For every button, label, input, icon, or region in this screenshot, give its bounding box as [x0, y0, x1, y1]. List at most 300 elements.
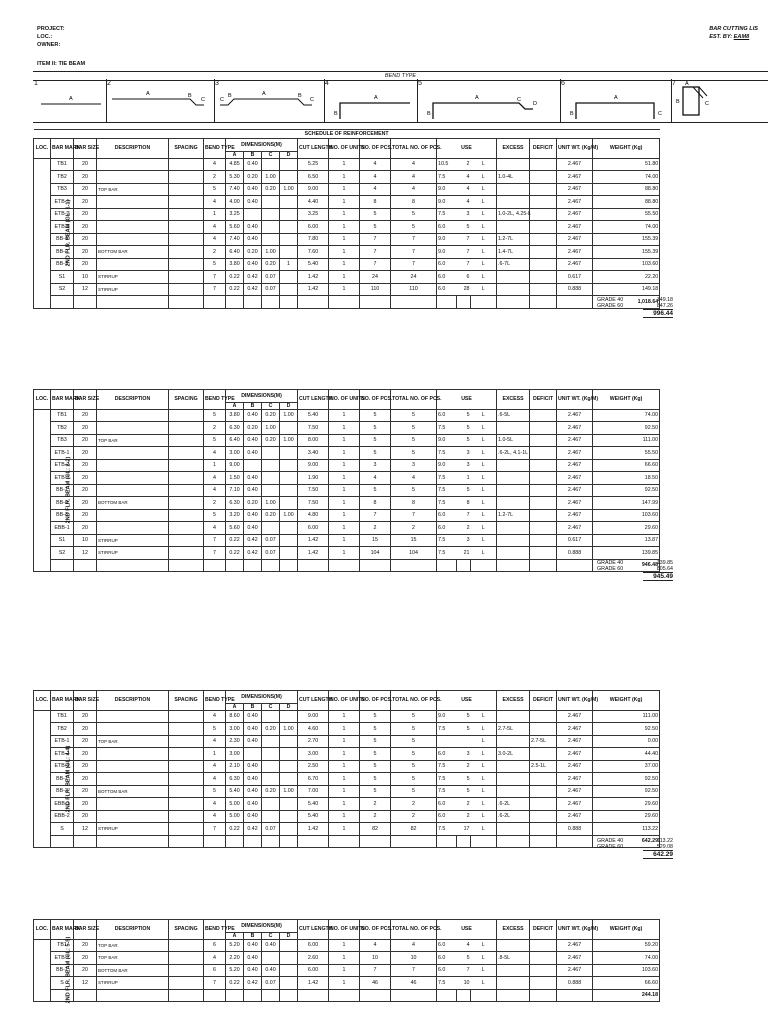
dim-b-cell: 0.40 — [244, 221, 262, 234]
dim-b-cell: 0.40 — [244, 522, 262, 535]
empty-cell — [74, 559, 97, 572]
bend-shape-double-hook — [214, 79, 324, 122]
unit-weight-cell: 2.467 — [557, 710, 593, 723]
dim-b-cell: 0.42 — [244, 534, 262, 547]
empty-cell — [244, 989, 262, 1002]
table-row — [34, 283, 660, 296]
weight-cell: 74.00 — [593, 409, 660, 422]
total-pcs-cell: 5 — [391, 748, 437, 761]
reinforcement-schedule-table — [33, 129, 660, 309]
bar-size-cell: 20 — [74, 484, 97, 497]
spacing-cell — [169, 534, 204, 547]
use-length-cell: 6.0 — [437, 798, 457, 811]
total-pcs-cell: 5 — [391, 422, 437, 435]
use-length-cell: 6.0 — [437, 283, 457, 296]
empty-cell — [204, 989, 226, 1002]
no-units-cell: 1 — [329, 183, 360, 196]
dim-d-cell: 1.00 — [280, 723, 298, 736]
dim-b-cell: 0.40 — [244, 434, 262, 447]
bend-type-cell: 5 — [204, 409, 226, 422]
empty-cell — [557, 559, 593, 572]
bend-type-cell: 4 — [204, 522, 226, 535]
use-length-cell — [437, 735, 457, 748]
dim-b-header: B — [244, 151, 262, 158]
unit-weight-header: UNIT WT. (Kg/M) — [557, 390, 593, 410]
dim-a-cell: 3.80 — [226, 258, 244, 271]
bar-size-cell: 20 — [74, 810, 97, 823]
dim-c-header: C — [262, 703, 280, 710]
total-weight: 244.18 — [593, 989, 660, 1002]
use-length-cell: 7.5 — [437, 422, 457, 435]
bar-size-cell: 20 — [74, 409, 97, 422]
unit-weight-cell: 2.467 — [557, 760, 593, 773]
deficit-cell — [530, 723, 557, 736]
loc-label: LOC.: — [37, 34, 53, 40]
excess-cell — [497, 785, 530, 798]
dim-a-cell: 0.22 — [226, 977, 244, 990]
dim-c-cell — [262, 760, 280, 773]
bar-size-cell: 20 — [74, 723, 97, 736]
bar-size-cell: 20 — [74, 459, 97, 472]
dim-d-cell — [280, 171, 298, 184]
dim-b-cell: 0.40 — [244, 710, 262, 723]
dim-b-cell: 0.40 — [244, 760, 262, 773]
excess-cell: .6-2L — [497, 810, 530, 823]
bar-mark-header: BAR MARK — [51, 139, 74, 159]
unit-weight-cell: 2.467 — [557, 196, 593, 209]
dim-a-cell: 6.30 — [226, 773, 244, 786]
bend-type-cell: 6 — [204, 939, 226, 952]
excess-cell — [497, 964, 530, 977]
use-length-cell: 9.0 — [437, 434, 457, 447]
table-row — [34, 422, 660, 435]
no-units-cell: 1 — [329, 710, 360, 723]
unit-weight-cell: 2.467 — [557, 785, 593, 798]
bar-mark-header: BAR MARK — [51, 390, 74, 410]
cut-length-cell: 6.50 — [298, 171, 329, 184]
table-row — [34, 196, 660, 209]
weight-cell: 92.50 — [593, 785, 660, 798]
unit-weight-cell: 2.467 — [557, 522, 593, 535]
weight-cell: 66.60 — [593, 459, 660, 472]
no-units-cell: 1 — [329, 977, 360, 990]
no-pcs-cell: 7 — [360, 964, 391, 977]
spacing-cell — [169, 158, 204, 171]
dim-a-cell: 1.50 — [226, 472, 244, 485]
no-units-cell: 1 — [329, 246, 360, 259]
use-length-cell: 9.0 — [437, 246, 457, 259]
dim-b-cell: 0.40 — [244, 723, 262, 736]
weight-cell: 29.60 — [593, 522, 660, 535]
spacing-cell — [169, 246, 204, 259]
dim-a-header: A — [226, 402, 244, 409]
dim-d-cell — [280, 472, 298, 485]
table-row — [34, 534, 660, 547]
deficit-header: DEFICIT — [530, 390, 557, 410]
spacing-cell — [169, 952, 204, 965]
grade60-label: GRADE 60 — [597, 302, 624, 309]
cut-length-cell: 6.00 — [298, 939, 329, 952]
table-row — [34, 484, 660, 497]
cut-length-cell: 5.40 — [298, 798, 329, 811]
bar-mark-cell: EBB-1 — [51, 522, 74, 535]
use-unit-cell: L — [471, 422, 497, 435]
table-row — [34, 459, 660, 472]
spacer — [597, 309, 637, 318]
use-length-cell: 7.5 — [437, 760, 457, 773]
description-cell — [97, 171, 169, 184]
bar-mark-cell: ETB-1 — [51, 196, 74, 209]
dim-a-cell: 5.60 — [226, 522, 244, 535]
use-header: USE — [437, 139, 497, 159]
dim-b-cell — [244, 208, 262, 221]
spacing-header: SPACING — [169, 139, 204, 159]
empty-cell — [329, 296, 360, 309]
cut-length-cell: 7.50 — [298, 497, 329, 510]
spacing-cell — [169, 939, 204, 952]
bend-type-cell: 2 — [204, 246, 226, 259]
no-units-cell: 1 — [329, 823, 360, 836]
excess-cell — [497, 158, 530, 171]
no-pcs-header: NO. OF PCS. — [360, 390, 391, 410]
bar-mark-cell: TB3 — [51, 183, 74, 196]
empty-cell — [557, 835, 593, 848]
use-qty-cell: 8 — [457, 497, 471, 510]
empty-cell — [437, 835, 457, 848]
use-unit-cell: L — [471, 434, 497, 447]
unit-weight-cell: 2.467 — [557, 447, 593, 460]
weight-cell: 155.39 — [593, 233, 660, 246]
no-pcs-cell: 7 — [360, 233, 391, 246]
description-cell: STIRRUP — [97, 823, 169, 836]
dim-b-cell: 0.40 — [244, 183, 262, 196]
deficit-cell — [530, 710, 557, 723]
dim-d-cell: 1.00 — [280, 183, 298, 196]
bend-type-cell: 4 — [204, 472, 226, 485]
dim-d-cell — [280, 760, 298, 773]
use-qty-cell: 7 — [457, 233, 471, 246]
bar-size-cell: 20 — [74, 196, 97, 209]
no-units-cell: 1 — [329, 434, 360, 447]
bend-type-cell: 6 — [204, 964, 226, 977]
dim-c-cell: 0.07 — [262, 283, 280, 296]
bar-size-cell: 20 — [74, 447, 97, 460]
dim-b-cell: 0.40 — [244, 196, 262, 209]
cut-length-cell: 1.90 — [298, 472, 329, 485]
dim-c-cell: 0.07 — [262, 977, 280, 990]
description-cell: TOP BAR — [97, 952, 169, 965]
bend-type-cell: 4 — [204, 158, 226, 171]
dim-b-cell: 0.42 — [244, 283, 262, 296]
bend-type-cell — [33, 79, 107, 122]
empty-cell — [298, 559, 329, 572]
table-row — [34, 472, 660, 485]
dim-d-cell — [280, 283, 298, 296]
weight-cell: 29.60 — [593, 810, 660, 823]
cut-length-cell: 1.42 — [298, 534, 329, 547]
use-unit-cell: L — [471, 283, 497, 296]
bar-mark-cell: S — [51, 823, 74, 836]
bend-type-cell — [560, 79, 672, 122]
dim-c-header: C — [262, 932, 280, 939]
dim-c-cell — [262, 735, 280, 748]
spacing-cell — [169, 964, 204, 977]
description-cell — [97, 221, 169, 234]
dim-d-cell — [280, 748, 298, 761]
no-units-cell: 1 — [329, 952, 360, 965]
unit-weight-cell: 2.467 — [557, 723, 593, 736]
table-row — [34, 723, 660, 736]
no-pcs-cell: 5 — [360, 422, 391, 435]
bend-type-number: 7 — [672, 80, 676, 87]
deficit-cell — [530, 271, 557, 284]
est-by-label: EST. BY: — [709, 34, 733, 40]
dim-c-cell: 1.00 — [262, 422, 280, 435]
empty-cell — [497, 989, 530, 1002]
use-unit-cell: L — [471, 233, 497, 246]
table-row — [34, 735, 660, 748]
use-unit-cell: L — [471, 522, 497, 535]
dimensions-header: DIMENSIONS(M) — [226, 139, 298, 152]
excess-cell: 1.0-2L, 4.25-L — [497, 208, 530, 221]
use-qty-cell: 4 — [457, 171, 471, 184]
bend-type-cell: 4 — [204, 221, 226, 234]
excess-cell: 1.4-7L — [497, 246, 530, 259]
cut-length-cell: 3.40 — [298, 447, 329, 460]
empty-cell — [471, 989, 497, 1002]
dim-b-cell: 0.40 — [244, 785, 262, 798]
use-unit-cell: L — [471, 221, 497, 234]
svg-text:C: C — [658, 111, 662, 117]
use-length-cell: 9.0 — [437, 183, 457, 196]
total-pcs-header: TOTAL NO. OF PCS. — [391, 920, 437, 940]
empty-cell — [457, 296, 471, 309]
table-row — [34, 964, 660, 977]
excess-cell — [497, 547, 530, 560]
grade40-label: GRADE 40 — [597, 296, 624, 303]
svg-text:B: B — [188, 93, 192, 99]
svg-text:B: B — [228, 93, 232, 99]
deficit-cell — [530, 534, 557, 547]
spacing-cell — [169, 233, 204, 246]
bar-size-cell: 12 — [74, 977, 97, 990]
deficit-cell — [530, 183, 557, 196]
weight-header: WEIGHT (Kg) — [593, 390, 660, 410]
weight-cell: 44.40 — [593, 748, 660, 761]
total-pcs-cell: 3 — [391, 459, 437, 472]
use-qty-cell: 2 — [457, 522, 471, 535]
use-qty-cell: 5 — [457, 723, 471, 736]
description-cell — [97, 810, 169, 823]
no-pcs-cell: 4 — [360, 171, 391, 184]
estimator — [709, 33, 758, 41]
bar-mark-header: BAR MARK — [51, 920, 74, 940]
no-units-cell: 1 — [329, 964, 360, 977]
no-units-cell: 1 — [329, 547, 360, 560]
dim-b-cell: 0.40 — [244, 798, 262, 811]
no-units-cell: 1 — [329, 233, 360, 246]
location-text: 2ND FLR. BEAM (GL: 1-1) — [65, 199, 72, 267]
svg-text:A: A — [685, 81, 689, 87]
bar-size-cell: 20 — [74, 221, 97, 234]
unit-weight-header: UNIT WT. (Kg/M) — [557, 139, 593, 159]
use-qty-cell: 2 — [457, 158, 471, 171]
spacing-cell — [169, 773, 204, 786]
use-unit-cell: L — [471, 196, 497, 209]
description-cell — [97, 233, 169, 246]
location-text: 2ND FLR. BEAM (GL: 2-2) — [65, 456, 72, 524]
use-length-cell: 9.0 — [437, 233, 457, 246]
bar-mark-cell: TB1 — [51, 158, 74, 171]
svg-text:D: D — [533, 101, 537, 107]
cut-length-cell: 9.00 — [298, 710, 329, 723]
dim-a-cell: 5.20 — [226, 964, 244, 977]
bend-type-cell: 5 — [204, 434, 226, 447]
empty-cell — [169, 989, 204, 1002]
weight-cell: 92.50 — [593, 773, 660, 786]
excess-cell — [497, 422, 530, 435]
bar-size-cell: 20 — [74, 964, 97, 977]
use-length-cell: 7.5 — [437, 723, 457, 736]
dim-b-header: B — [244, 703, 262, 710]
weight-cell: 88.80 — [593, 196, 660, 209]
no-units-cell: 1 — [329, 196, 360, 209]
use-unit-cell: L — [471, 171, 497, 184]
description-cell — [97, 258, 169, 271]
table-row — [34, 233, 660, 246]
loc-header: LOC. — [34, 920, 51, 940]
dim-c-cell — [262, 221, 280, 234]
empty-cell — [226, 559, 244, 572]
table-row — [34, 409, 660, 422]
bend-type-cell: 4 — [204, 484, 226, 497]
use-length-cell: 6.0 — [437, 221, 457, 234]
table-row — [34, 509, 660, 522]
table-row — [34, 939, 660, 952]
deficit-cell — [530, 497, 557, 510]
weight-cell: 74.00 — [593, 171, 660, 184]
no-pcs-cell: 8 — [360, 196, 391, 209]
bend-type-cell: 5 — [204, 723, 226, 736]
total-pcs-header: TOTAL NO. OF PCS. — [391, 390, 437, 410]
bend-type-cell: 4 — [204, 233, 226, 246]
unit-weight-cell: 0.617 — [557, 271, 593, 284]
excess-cell — [497, 710, 530, 723]
use-length-cell: 6.0 — [437, 509, 457, 522]
use-unit-cell: L — [471, 509, 497, 522]
cut-length-cell: 6.70 — [298, 773, 329, 786]
spacing-cell — [169, 283, 204, 296]
bend-type-header: BEND TYPE — [204, 390, 226, 410]
excess-cell: 3.0-2L — [497, 748, 530, 761]
description-header: DESCRIPTION — [97, 920, 169, 940]
unit-weight-cell: 2.467 — [557, 171, 593, 184]
deficit-cell — [530, 221, 557, 234]
use-length-cell: 10.5 — [437, 158, 457, 171]
excess-cell — [497, 773, 530, 786]
bar-size-cell: 20 — [74, 497, 97, 510]
bar-mark-cell: ETB-1 — [51, 952, 74, 965]
use-length-cell: 7.5 — [437, 823, 457, 836]
dim-c-cell — [262, 472, 280, 485]
bar-size-cell: 20 — [74, 472, 97, 485]
bar-size-cell: 20 — [74, 785, 97, 798]
empty-cell — [437, 296, 457, 309]
empty-cell — [74, 296, 97, 309]
no-pcs-cell: 5 — [360, 434, 391, 447]
description-header: DESCRIPTION — [97, 139, 169, 159]
spacing-cell — [169, 221, 204, 234]
dim-c-cell — [262, 522, 280, 535]
spacing-cell — [169, 422, 204, 435]
no-pcs-cell: 5 — [360, 710, 391, 723]
grade40-label: GRADE 40 — [597, 838, 624, 844]
cut-length-cell: 1.42 — [298, 977, 329, 990]
spacing-cell — [169, 472, 204, 485]
dim-a-cell: 4.85 — [226, 158, 244, 171]
dim-a-cell: 3.00 — [226, 748, 244, 761]
use-qty-cell: 2 — [457, 810, 471, 823]
empty-cell — [280, 989, 298, 1002]
bar-mark-cell: BB-1 — [51, 233, 74, 246]
dim-c-cell: 1.00 — [262, 171, 280, 184]
bar-size-cell: 12 — [74, 283, 97, 296]
use-qty-cell: 10 — [457, 977, 471, 990]
total-pcs-cell: 46 — [391, 977, 437, 990]
empty-cell — [391, 835, 437, 848]
unit-weight-cell: 2.467 — [557, 509, 593, 522]
description-cell: BOTTOM BAR — [97, 497, 169, 510]
description-cell — [97, 798, 169, 811]
no-pcs-cell: 2 — [360, 522, 391, 535]
bend-type-bottom-rule — [33, 122, 768, 123]
bend-type-cell: 5 — [204, 785, 226, 798]
grade60-value: 529.08 — [656, 844, 673, 850]
dim-a-cell: 6.30 — [226, 422, 244, 435]
excess-header: EXCESS — [497, 920, 530, 940]
no-units-cell: 1 — [329, 497, 360, 510]
use-length-cell: 9.0 — [437, 459, 457, 472]
use-unit-cell: L — [471, 472, 497, 485]
dim-d-cell: 1.00 — [280, 785, 298, 798]
bend-type-cell: 7 — [204, 283, 226, 296]
total-pcs-cell: 7 — [391, 233, 437, 246]
dim-a-header: A — [226, 151, 244, 158]
unit-weight-cell: 2.467 — [557, 158, 593, 171]
unit-weight-header: UNIT WT. (Kg/M) — [557, 920, 593, 940]
svg-text:B: B — [570, 111, 574, 117]
description-cell — [97, 522, 169, 535]
dim-d-cell — [280, 547, 298, 560]
bar-mark-cell: BB-3 — [51, 509, 74, 522]
no-pcs-header: NO. OF PCS. — [360, 691, 391, 711]
use-qty-cell: 5 — [457, 484, 471, 497]
cut-length-header: CUT LENGTH — [298, 691, 329, 711]
bar-mark-cell: TB2 — [51, 422, 74, 435]
total-pcs-cell: 5 — [391, 723, 437, 736]
dim-a-cell: 7.40 — [226, 183, 244, 196]
excess-cell — [497, 196, 530, 209]
dim-c-cell: 0.20 — [262, 183, 280, 196]
bar-size-header: BAR SIZE — [74, 691, 97, 711]
bend-type-cell: 1 — [204, 208, 226, 221]
bar-mark-cell: ETB-1 — [51, 735, 74, 748]
use-header: USE — [437, 390, 497, 410]
no-pcs-cell: 82 — [360, 823, 391, 836]
description-cell: STIRRUP — [97, 547, 169, 560]
no-pcs-cell: 3 — [360, 459, 391, 472]
empty-cell — [497, 559, 530, 572]
